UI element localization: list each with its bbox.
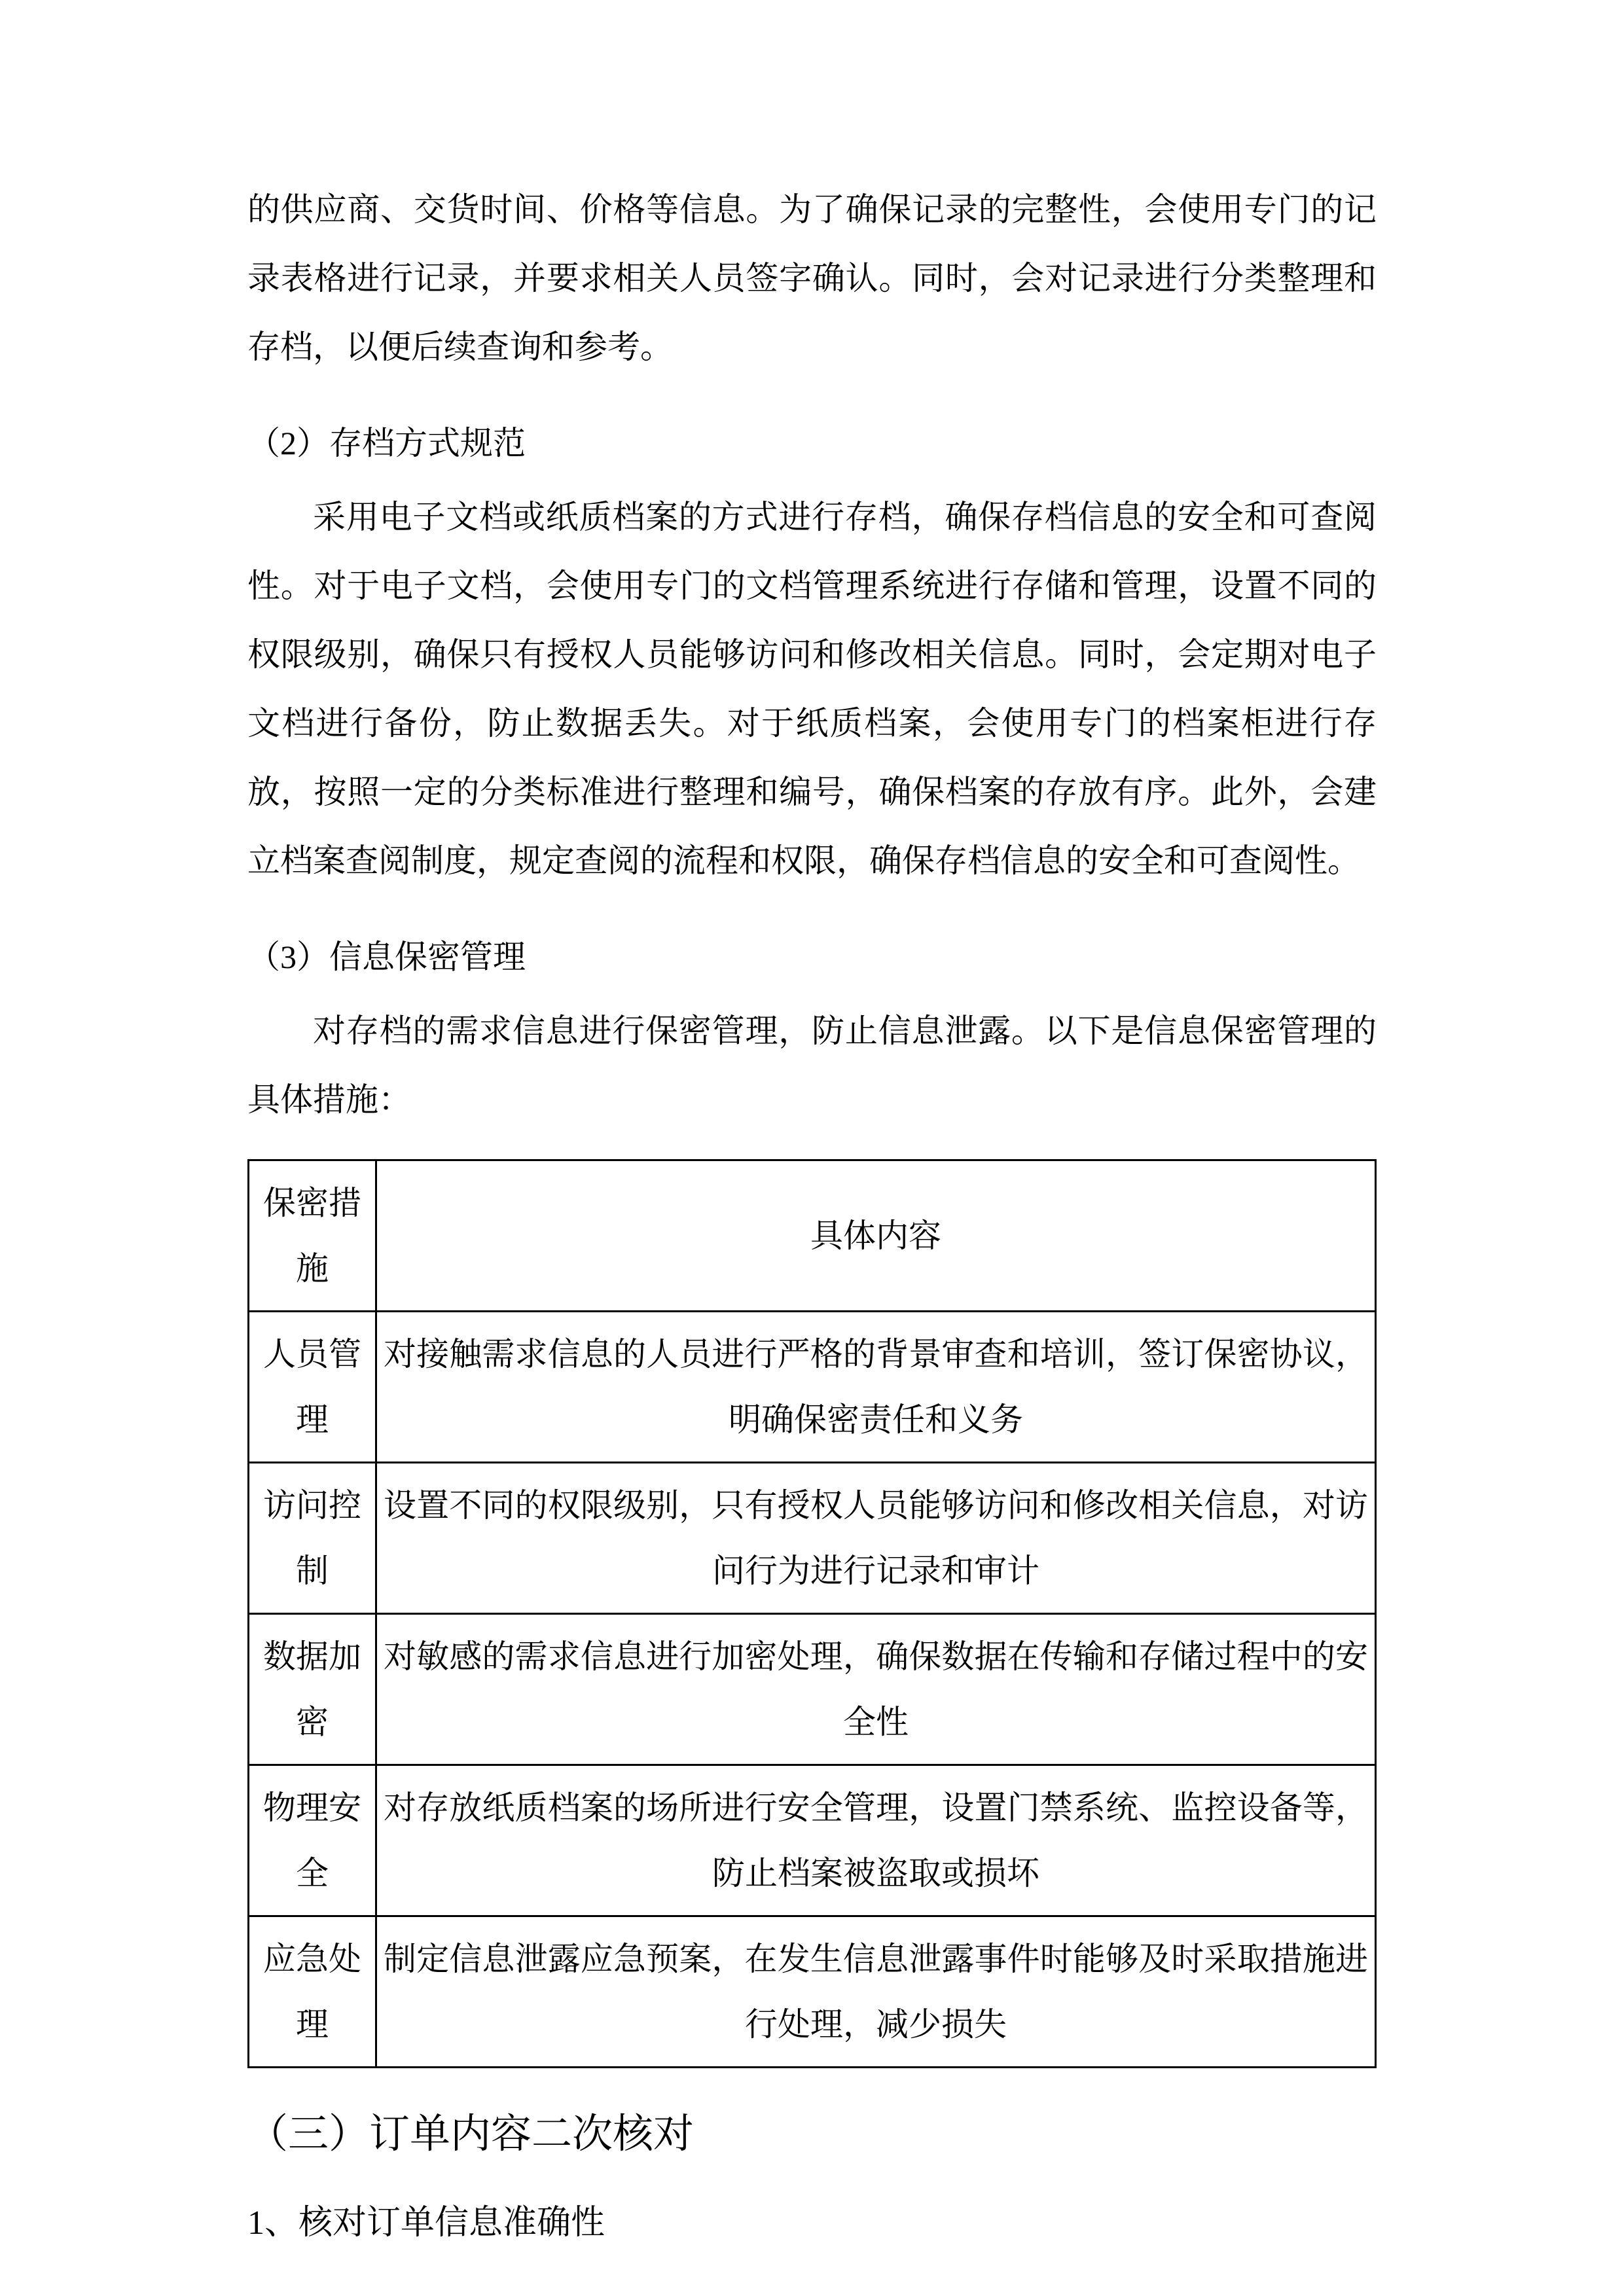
table-header-measure: 保密措施 (249, 1160, 376, 1312)
table-header-content: 具体内容 (376, 1160, 1376, 1312)
table-cell-content: 对接触需求信息的人员进行严格的背景审查和培训，签订保密协议，明确保密责任和义务 (376, 1312, 1376, 1463)
table-row (249, 1312, 1376, 1463)
table-cell-content: 对敏感的需求信息进行加密处理，确保数据在传输和存储过程中的安全性 (376, 1614, 1376, 1765)
heading-order-recheck: （三）订单内容二次核对 (247, 2112, 695, 2157)
table-cell-measure: 物理安全 (249, 1765, 376, 1916)
paragraph-info-secrecy: 对存档的需求信息进行保密管理，防止信息泄露。以下是信息保密管理的具体措施： (247, 1013, 1377, 1118)
table-cell-content: 对存放纸质档案的场所进行安全管理，设置门禁系统、监控设备等，防止档案被盗取或损坏 (376, 1765, 1376, 1916)
heading-archive-method: （2）存档方式规范 (247, 425, 526, 461)
table-header-row (249, 1160, 1376, 1312)
table-row (249, 1463, 1376, 1614)
heading-verify-order-info: 1、核对订单信息准确性 (247, 2204, 605, 2242)
table-row (249, 1916, 1376, 2068)
table-cell-content: 制定信息泄露应急预案，在发生信息泄露事件时能够及时采取措施进行处理，减少损失 (376, 1916, 1376, 2068)
table-row (249, 1614, 1376, 1765)
secrecy-measures-table (247, 1159, 1377, 2068)
table-cell-measure: 应急处理 (249, 1916, 376, 2068)
paragraph-continuation: 的供应商、交货时间、价格等信息。为了确保记录的完整性，会使用专门的记录表格进行记录，并要求相关人员签字确认。同时，会对记录进行分类整理和存档，以便后续查询和参考。 (247, 191, 1377, 365)
table-cell-content: 设置不同的权限级别，只有授权人员能够访问和修改相关信息，对访问行为进行记录和审计 (376, 1463, 1376, 1614)
paragraph-archive-method: 采用电子文档或纸质档案的方式进行存档，确保存档信息的安全和可查阅性。对于电子文档，会使用专门的文档管理系统进行存储和管理，设置不同的权限级别，确保只有授权人员能够访问和修改相关信息。同时，会定期对电子文档进行备份，防止数据丢失。对于纸质档案，会使用专门的档案柜进行存放，按照一定的分类标准进行整理和编号，确保档案的存放有序。此外，会建立档案查阅制度，规定查阅的流程和权限，确保存档信息的安全和可查阅性。 (247, 499, 1377, 879)
table-cell-measure: 访问控制 (249, 1463, 376, 1614)
table-row (249, 1765, 1376, 1916)
table-cell-measure: 数据加密 (249, 1614, 376, 1765)
heading-info-secrecy: （3）信息保密管理 (247, 939, 526, 975)
table-cell-measure: 人员管理 (249, 1312, 376, 1463)
